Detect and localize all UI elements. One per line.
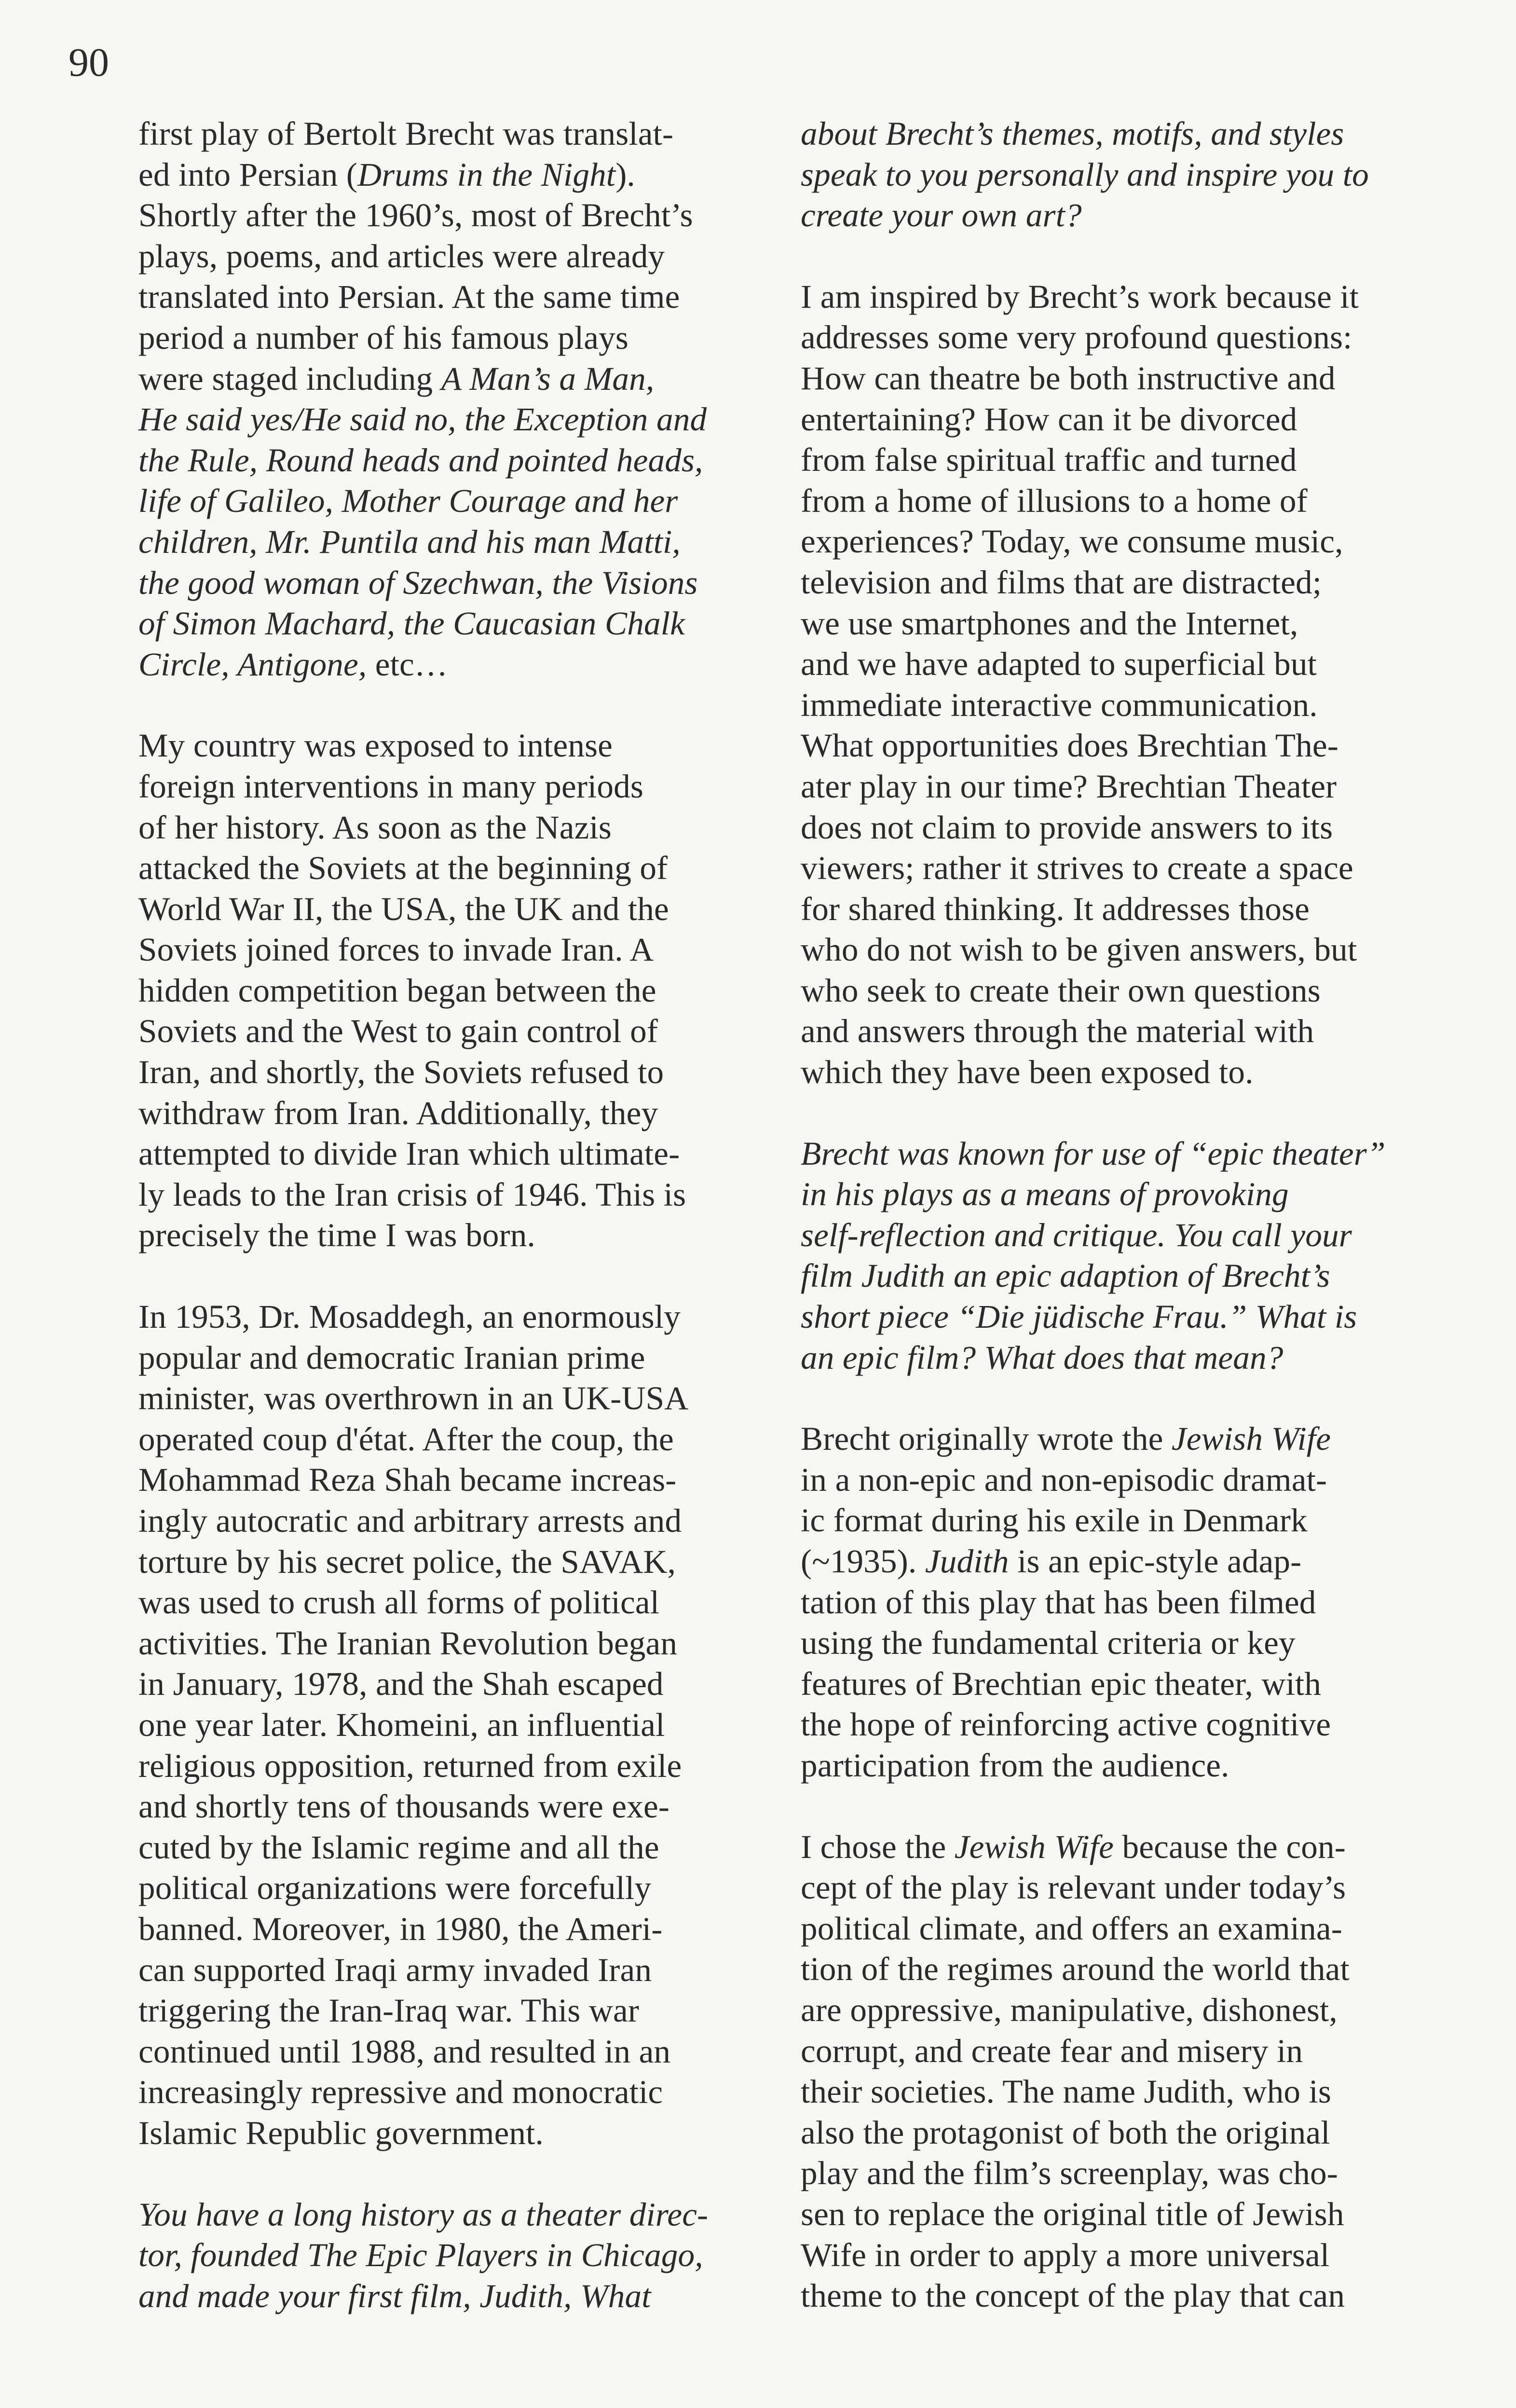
text-line: attempted to divide Iran which ultimate- <box>138 1135 680 1172</box>
text-line: period a number of his famous plays <box>138 318 628 356</box>
text-line: ingly autocratic and arbitrary arrests and <box>138 1502 682 1539</box>
text-line: self-reflection and critique. You call your <box>801 1216 1352 1253</box>
text-line: Mohammad Reza Shah became increas- <box>138 1461 677 1499</box>
text-line: operated coup d'état. After the coup, the <box>138 1420 674 1458</box>
interview-question-epic-theater <box>801 1133 1466 1378</box>
text-line: foreign interventions in many periods <box>138 767 643 805</box>
text-line: and answers through the material with <box>801 1012 1314 1050</box>
text-line: Brecht was known for use of “epic theater” <box>801 1134 1386 1172</box>
text-line: entertaining? How can it be divorced <box>801 400 1297 438</box>
text-line: from a home of illusions to a home of <box>801 482 1308 519</box>
text-line: addresses some very profound questions: <box>801 318 1352 356</box>
text-line: does not claim to provide answers to its <box>801 808 1333 846</box>
text-line: and made your first film, Judith, What <box>138 2277 651 2314</box>
text-line: tion of the regimes around the world that <box>801 1950 1350 1988</box>
text-line: political organizations were forcefully <box>138 1869 652 1907</box>
text-line: political climate, and offers an examina- <box>801 1909 1342 1947</box>
interview-question-history <box>138 2194 785 2317</box>
text-line: about Brecht’s themes, motifs, and styles <box>801 115 1344 152</box>
text-line: activities. The Iranian Revolution began <box>138 1624 678 1662</box>
page-number: 90 <box>68 40 109 85</box>
text-line: one year later. Khomeini, an influential <box>138 1706 665 1743</box>
text-line: increasingly repressive and monocratic <box>138 2073 663 2111</box>
text-line: using the fundamental criteria or key <box>801 1624 1296 1662</box>
text-line: play and the film’s screenplay, was cho- <box>801 2154 1338 2192</box>
text-line: I chose the Jewish Wife because the con- <box>801 1828 1346 1865</box>
text-line: continued until 1988, and resulted in an <box>138 2032 671 2070</box>
paragraph-inspired-by-brecht <box>801 276 1466 1093</box>
text-line: and shortly tens of thousands were exe- <box>138 1788 670 1825</box>
text-line: He said yes/He said no, the Exception and <box>138 400 707 438</box>
text-line: tor, founded The Epic Players in Chicago, <box>138 2236 703 2274</box>
text-line: (~1935). Judith is an epic-style adap- <box>801 1542 1302 1580</box>
play-title: Jewish Wife <box>1171 1420 1331 1458</box>
text-line: ly leads to the Iran crisis of 1946. This is <box>138 1175 686 1213</box>
paragraph-brecht-translations <box>138 113 785 685</box>
interview-question-continued <box>801 113 1466 236</box>
text-line: from false spiritual traffic and turned <box>801 441 1297 479</box>
text-line: religious opposition, returned from exile <box>138 1747 682 1784</box>
text-line: My country was exposed to intense <box>138 727 613 764</box>
text-line: in his plays as a means of provoking <box>801 1175 1289 1213</box>
text-line: viewers; rather it strives to create a space <box>801 849 1353 887</box>
text-line: precisely the time I was born. <box>138 1216 535 1254</box>
text-line: plays, poems, and articles were already <box>138 237 665 275</box>
paragraph-why-jewish-wife <box>801 1827 1466 2316</box>
text-line: features of Brechtian epic theater, with <box>801 1665 1321 1702</box>
text-line: Iran, and shortly, the Soviets refused to <box>138 1053 664 1091</box>
text-line: an epic film? What does that mean? <box>801 1338 1284 1376</box>
paragraph-jewish-wife-origin <box>801 1418 1466 1786</box>
text-line: cept of the play is relevant under today’s <box>801 1869 1346 1906</box>
text-line: we use smartphones and the Internet, <box>801 604 1298 642</box>
text-line: in a non-epic and non-episodic dramat- <box>801 1460 1327 1498</box>
text-line: short piece “Die jüdische Frau.” What is <box>801 1298 1357 1335</box>
text-line: attacked the Soviets at the beginning of <box>138 849 668 887</box>
play-title: Drums in the Night <box>357 155 616 193</box>
text-line: which they have been exposed to. <box>801 1053 1254 1091</box>
text-line: World War II, the USA, the UK and the <box>138 890 669 927</box>
play-title: Jewish Wife <box>954 1828 1114 1865</box>
text-line: theme to the concept of the play that can <box>801 2277 1345 2314</box>
right-column <box>801 113 1466 2316</box>
left-column <box>138 113 785 2316</box>
text-line: Soviets and the West to gain control of <box>138 1012 658 1050</box>
text-line: hidden competition began between the <box>138 971 656 1009</box>
text-line: of Simon Machard, the Caucasian Chalk <box>138 605 685 642</box>
text-line: can supported Iraqi army invaded Iran <box>138 1951 652 1988</box>
film-title: Judith <box>925 1542 1009 1580</box>
text-line: ater play in our time? Brechtian Theater <box>801 767 1337 805</box>
text-line: sen to replace the original title of Jewish <box>801 2195 1344 2232</box>
text-line: torture by his secret police, the SAVAK, <box>138 1542 676 1580</box>
text-line: also the protagonist of both the original <box>801 2113 1330 2151</box>
text-line: of her history. As soon as the Nazis <box>138 808 612 846</box>
text-line: their societies. The name Judith, who is <box>801 2073 1331 2110</box>
text-line: Soviets joined forces to invade Iran. A <box>138 931 654 968</box>
text-line: children, Mr. Puntila and his man Matti, <box>138 523 681 560</box>
paragraph-mosaddegh-coup <box>138 1296 785 2153</box>
text-line: Brecht originally wrote the Jewish Wife <box>801 1420 1331 1458</box>
text-line: the good woman of Szechwan, the Visions <box>138 564 698 601</box>
text-line: cuted by the Islamic regime and all the <box>138 1828 659 1866</box>
text-line: participation from the audience. <box>801 1746 1229 1784</box>
text-line: minister, was overthrown in an UK-USA <box>138 1379 689 1417</box>
text-line: and we have adapted to superficial but <box>801 645 1317 683</box>
text-line: are oppressive, manipulative, dishonest, <box>801 1991 1338 2028</box>
text-line: life of Galileo, Mother Courage and her <box>138 482 678 520</box>
text-line: corrupt, and create fear and misery in <box>801 2032 1303 2069</box>
text-line: first play of Bertolt Brecht was translat- <box>138 115 674 152</box>
text-line: experiences? Today, we consume music, <box>801 523 1343 560</box>
text-line: who do not wish to be given answers, but <box>801 931 1357 968</box>
text-line: television and films that are distracted; <box>801 563 1322 601</box>
text-line: You have a long history as a theater direc- <box>138 2195 709 2233</box>
text-line: ed into Persian (Drums in the Night). <box>138 155 635 193</box>
text-line: Circle, Antigone, etc… <box>138 645 448 683</box>
text-line: were staged including A Man’s a Man, <box>138 359 655 397</box>
text-line: How can theatre be both instructive and <box>801 359 1336 397</box>
text-line: Wife in order to apply a more universal <box>801 2236 1330 2273</box>
text-line: I am inspired by Brecht’s work because it <box>801 277 1359 315</box>
text-line: In 1953, Dr. Mosaddegh, an enormously <box>138 1298 681 1335</box>
paragraph-foreign-interventions <box>138 725 785 1256</box>
text-line: in January, 1978, and the Shah escaped <box>138 1665 664 1703</box>
text-line: Islamic Republic government. <box>138 2114 544 2151</box>
text-line: the hope of reinforcing active cognitive <box>801 1706 1331 1743</box>
text-line: the Rule, Round heads and pointed heads, <box>138 441 703 479</box>
text-line: who seek to create their own questions <box>801 971 1321 1009</box>
text-line: for shared thinking. It addresses those <box>801 890 1310 927</box>
text-line: translated into Persian. At the same time <box>138 278 680 316</box>
text-line: tation of this play that has been filmed <box>801 1583 1316 1621</box>
text-line: Shortly after the 1960’s, most of Brecht’s <box>138 196 693 234</box>
text-line: withdraw from Iran. Additionally, they <box>138 1094 658 1131</box>
text-line: ic format during his exile in Denmark <box>801 1501 1308 1539</box>
text-line: immediate interactive communication. <box>801 686 1318 723</box>
text-line: speak to you personally and inspire you to <box>801 155 1369 193</box>
play-title: A Man’s a Man, <box>441 359 655 397</box>
text-line: create your own art? <box>801 196 1082 234</box>
text-line: was used to crush all forms of political <box>138 1583 660 1621</box>
text-line: triggering the Iran-Iraq war. This war <box>138 1992 640 2029</box>
text-line: banned. Moreover, in 1980, the Ameri- <box>138 1910 663 1947</box>
text-line: film Judith an epic adaption of Brecht’s <box>801 1257 1330 1294</box>
text-line: What opportunities does Brechtian The- <box>801 727 1338 764</box>
text-line: popular and democratic Iranian prime <box>138 1338 645 1376</box>
